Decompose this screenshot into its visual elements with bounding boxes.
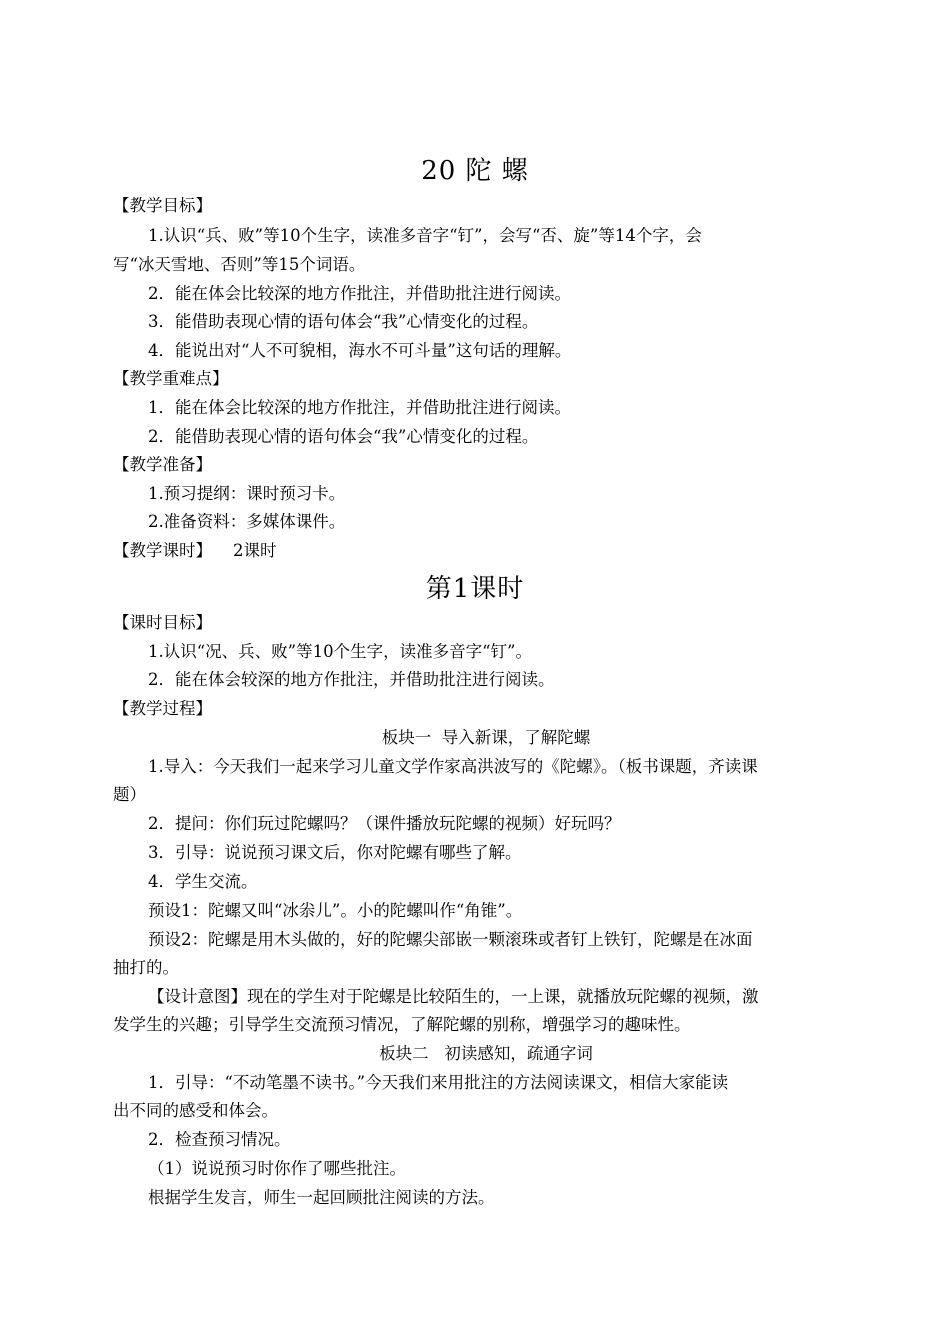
goal-2: 2．能在体会比较深的地方作批注，并借助批注进行阅读。 (148, 284, 571, 303)
step-b2-note: 根据学生发言，师生一起回顾批注阅读的方法。 (148, 1188, 495, 1207)
step-b1: 1．引导：“不动笔墨不读书。”今天我们来用批注的方法阅读课文，相信大家能读 (148, 1073, 729, 1092)
design-intent-continued: 发学生的兴趣；引导学生交流预习情况，了解陀螺的别称，增强学习的趣味性。 (113, 1015, 691, 1034)
step-b2-sub-1: （1）说说预习时你作了哪些批注。 (148, 1159, 406, 1178)
class-hours: 【教学课时】 2课时 (113, 541, 277, 560)
lesson-title: 第1课时 (425, 574, 525, 604)
lesson-goal-1: 1.认识“况、兵、败”等10个生字，读准多音字“钉”。 (148, 642, 532, 661)
step-4: 4．学生交流。 (148, 872, 258, 891)
preset-1: 预设1：陀螺又叫“冰尜儿”。小的陀螺叫作“角锥”。 (148, 901, 523, 920)
preset-2: 预设2：陀螺是用木头做的，好的陀螺尖部嵌一颗滚珠或者钉上铁钉，陀螺是在冰面 (148, 930, 753, 949)
goal-4: 4．能说出对“人不可貌相，海水不可斗量”这句话的理解。 (148, 341, 572, 360)
preparation-2: 2.准备资料：多媒体课件。 (148, 512, 346, 531)
key-points-heading: 【教学重难点】 (113, 369, 229, 388)
design-intent: 【设计意图】现在的学生对于陀螺是比较陌生的，一上课，就播放玩陀螺的视频，激 (148, 987, 759, 1006)
step-b1-continued: 出不同的感受和体会。 (113, 1101, 278, 1120)
preset-2-continued: 抽打的。 (113, 958, 179, 977)
page-title: 20 陀 螺 (421, 156, 529, 186)
block-2-heading: 板块二 初读感知，疏通字词 (379, 1044, 593, 1063)
lesson-goals-heading: 【课时目标】 (113, 613, 212, 632)
key-point-2: 2．能借助表现心情的语句体会“我”心情变化的过程。 (148, 427, 539, 446)
preparation-heading: 【教学准备】 (113, 455, 212, 474)
goal-1: 1.认识“兵、败”等10个生字，读准多音字“钉”，会写“否、旋”等14个字，会 (148, 226, 702, 245)
step-2: 2．提问：你们玩过陀螺吗？（课件播放玩陀螺的视频）好玩吗？ (148, 814, 621, 833)
block-1-heading: 板块一 导入新课，了解陀螺 (381, 728, 591, 747)
process-heading: 【教学过程】 (113, 699, 212, 718)
step-1-continued: 题） (113, 785, 146, 804)
step-b2: 2．检查预习情况。 (148, 1130, 291, 1149)
step-3: 3．引导：说说预习课文后，你对陀螺有哪些了解。 (148, 843, 522, 862)
goal-3: 3．能借助表现心情的语句体会“我”心情变化的过程。 (148, 312, 539, 331)
goal-1-continued: 写“冰天雪地、否则”等15个词语。 (113, 255, 366, 274)
key-point-1: 1．能在体会比较深的地方作批注，并借助批注进行阅读。 (148, 398, 571, 417)
step-1: 1.导入：今天我们一起来学习儿童文学作家高洪波写的《陀螺》。（板书课题，齐读课 (148, 757, 758, 776)
goals-heading: 【教学目标】 (113, 196, 212, 215)
preparation-1: 1.预习提纲：课时预习卡。 (148, 484, 346, 503)
lesson-goal-2: 2．能在体会较深的地方作批注，并借助批注进行阅读。 (148, 670, 555, 689)
